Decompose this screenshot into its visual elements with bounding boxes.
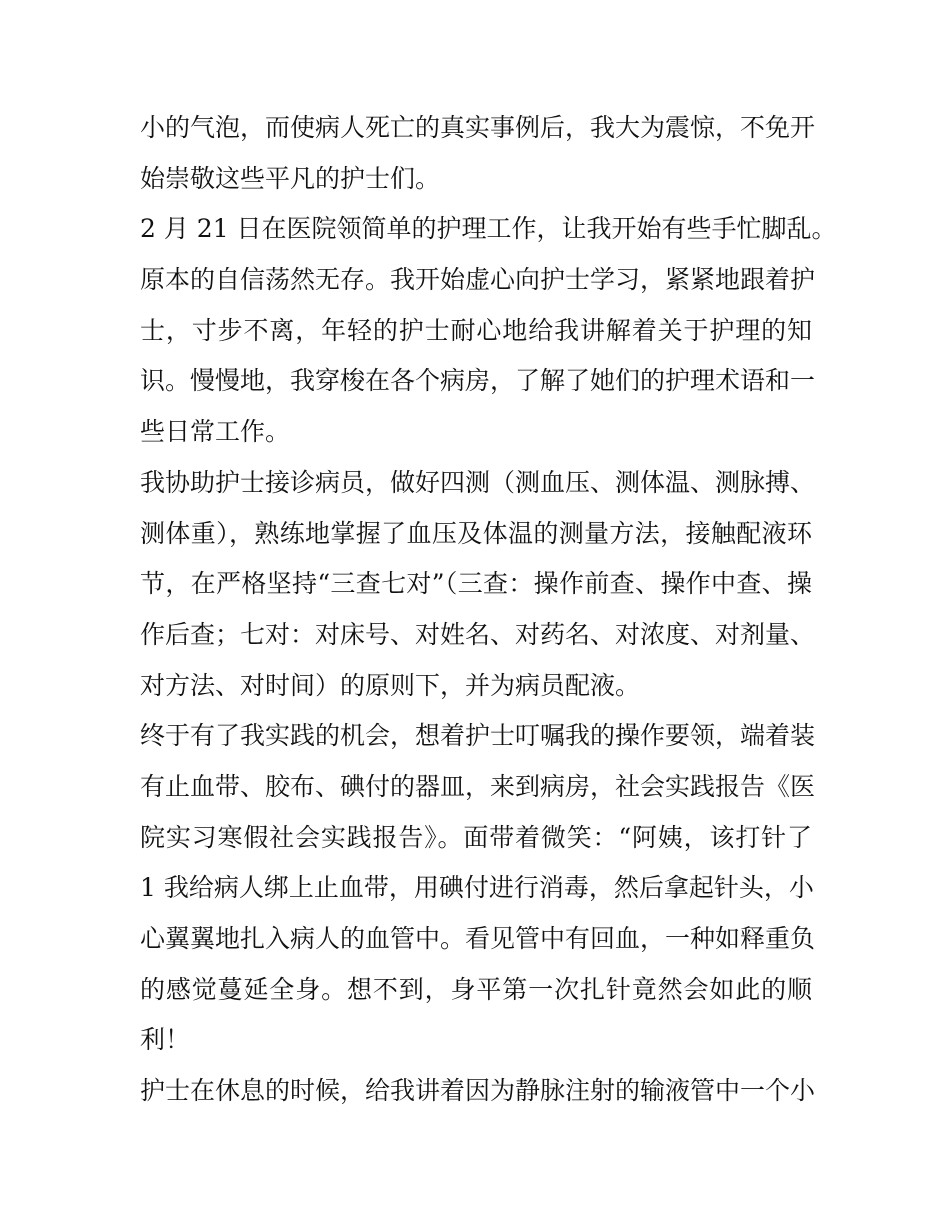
text-line: 小的气泡，而使病人死亡的真实事例后，我大为震惊，不免开 <box>140 113 816 142</box>
text-line: 有止血带、胶布、碘付的器皿，来到病房，社会实践报告《医 <box>140 771 816 801</box>
text-line: 心翼翼地扎入病人的血管中。看见管中有回血，一种如释重负 <box>140 924 816 953</box>
text-line: 1 我给病人绑上止血带，用碘付进行消毒，然后拿起针头，小 <box>140 873 814 903</box>
text-line: 测体重），熟练地掌握了血压及体温的测量方法，接触配液环 <box>140 518 812 548</box>
text-line: 原本的自信荡然无存。我开始虚心向护士学习，紧紧地跟着护 <box>140 265 816 295</box>
text-line: 作后查；七对：对床号、对姓名、对药名、对浓度、对剂量、 <box>140 619 816 649</box>
text-line: 对方法、对时间）的原则下，并为病员配液。 <box>140 670 641 700</box>
text-line: 利！ <box>140 1025 191 1055</box>
text-line: 我协助护士接诊病员，做好四测（测血压、测体温、测脉搏、 <box>140 467 816 497</box>
text-line: 士，寸步不离，年轻的护士耐心地给我讲解着关于护理的知 <box>140 315 812 345</box>
text-line: 护士在休息的时候，给我讲着因为静脉注射的输液管中一个小 <box>140 1076 816 1106</box>
text-line: 院实习寒假社会实践报告》。面带着微笑：“阿姨，该打针了 <box>140 822 812 852</box>
text-line: 终于有了我实践的机会，想着护士叮嘱我的操作要领，端着装 <box>140 721 816 751</box>
text-line: 些日常工作。 <box>140 417 291 447</box>
text-line: 2 月 21 日在医院领简单的护理工作，让我开始有些手忙脚乱。 <box>140 214 837 244</box>
text-line: 节，在严格坚持“三查七对”（三查：操作前查、操作中查、操 <box>140 569 812 599</box>
document-body <box>140 103 837 1117</box>
text-line: 识。慢慢地，我穿梭在各个病房，了解了她们的护理术语和一 <box>140 366 816 396</box>
text-line: 的感觉蔓延全身。想不到，身平第一次扎针竟然会如此的顺 <box>140 974 812 1004</box>
text-line: 始崇敬这些平凡的护士们。 <box>140 163 441 193</box>
